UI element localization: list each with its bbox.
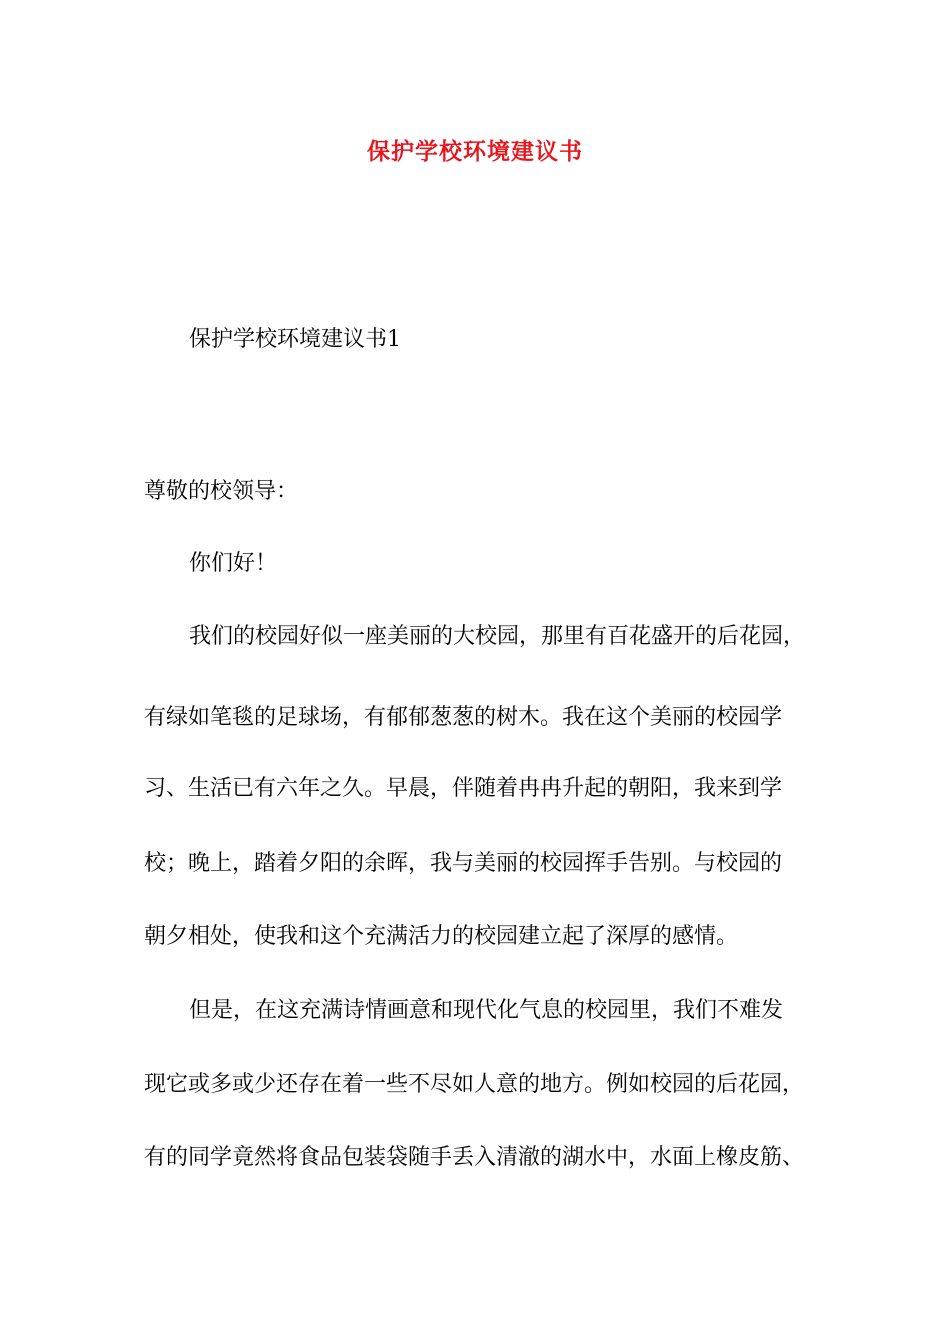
body-line: 有绿如笔毯的足球场，有郁郁葱葱的树木。我在这个美丽的校园学 xyxy=(144,705,783,730)
body-line: 校；晚上，踏着夕阳的余晖，我与美丽的校园挥手告别。与校园的 xyxy=(144,851,783,876)
body-line: 现它或多或少还存在着一些不尽如人意的地方。例如校园的后花园， xyxy=(144,1072,805,1097)
body-line: 但是，在这充满诗情画意和现代化气息的校园里，我们不难发 xyxy=(189,998,784,1023)
document-title: 保护学校环境建议书 xyxy=(367,138,583,165)
body-line: 习、生活已有六年之久。早晨，伴随着冉冉升起的朝阳，我来到学 xyxy=(144,776,783,801)
body-line: 有的同学竟然将食品包装袋随手丢入清澈的湖水中，水面上橡皮筋、 xyxy=(144,1145,805,1170)
greeting: 你们好！ xyxy=(189,551,278,576)
salutation: 尊敬的校领导： xyxy=(144,479,299,504)
section-heading: 保护学校环境建议书1 xyxy=(189,327,401,352)
body-line: 我们的校园好似一座美丽的大校园，那里有百花盛开的后花园， xyxy=(189,624,806,649)
body-line: 朝夕相处，使我和这个充满活力的校园建立起了深厚的感情。 xyxy=(144,924,739,949)
